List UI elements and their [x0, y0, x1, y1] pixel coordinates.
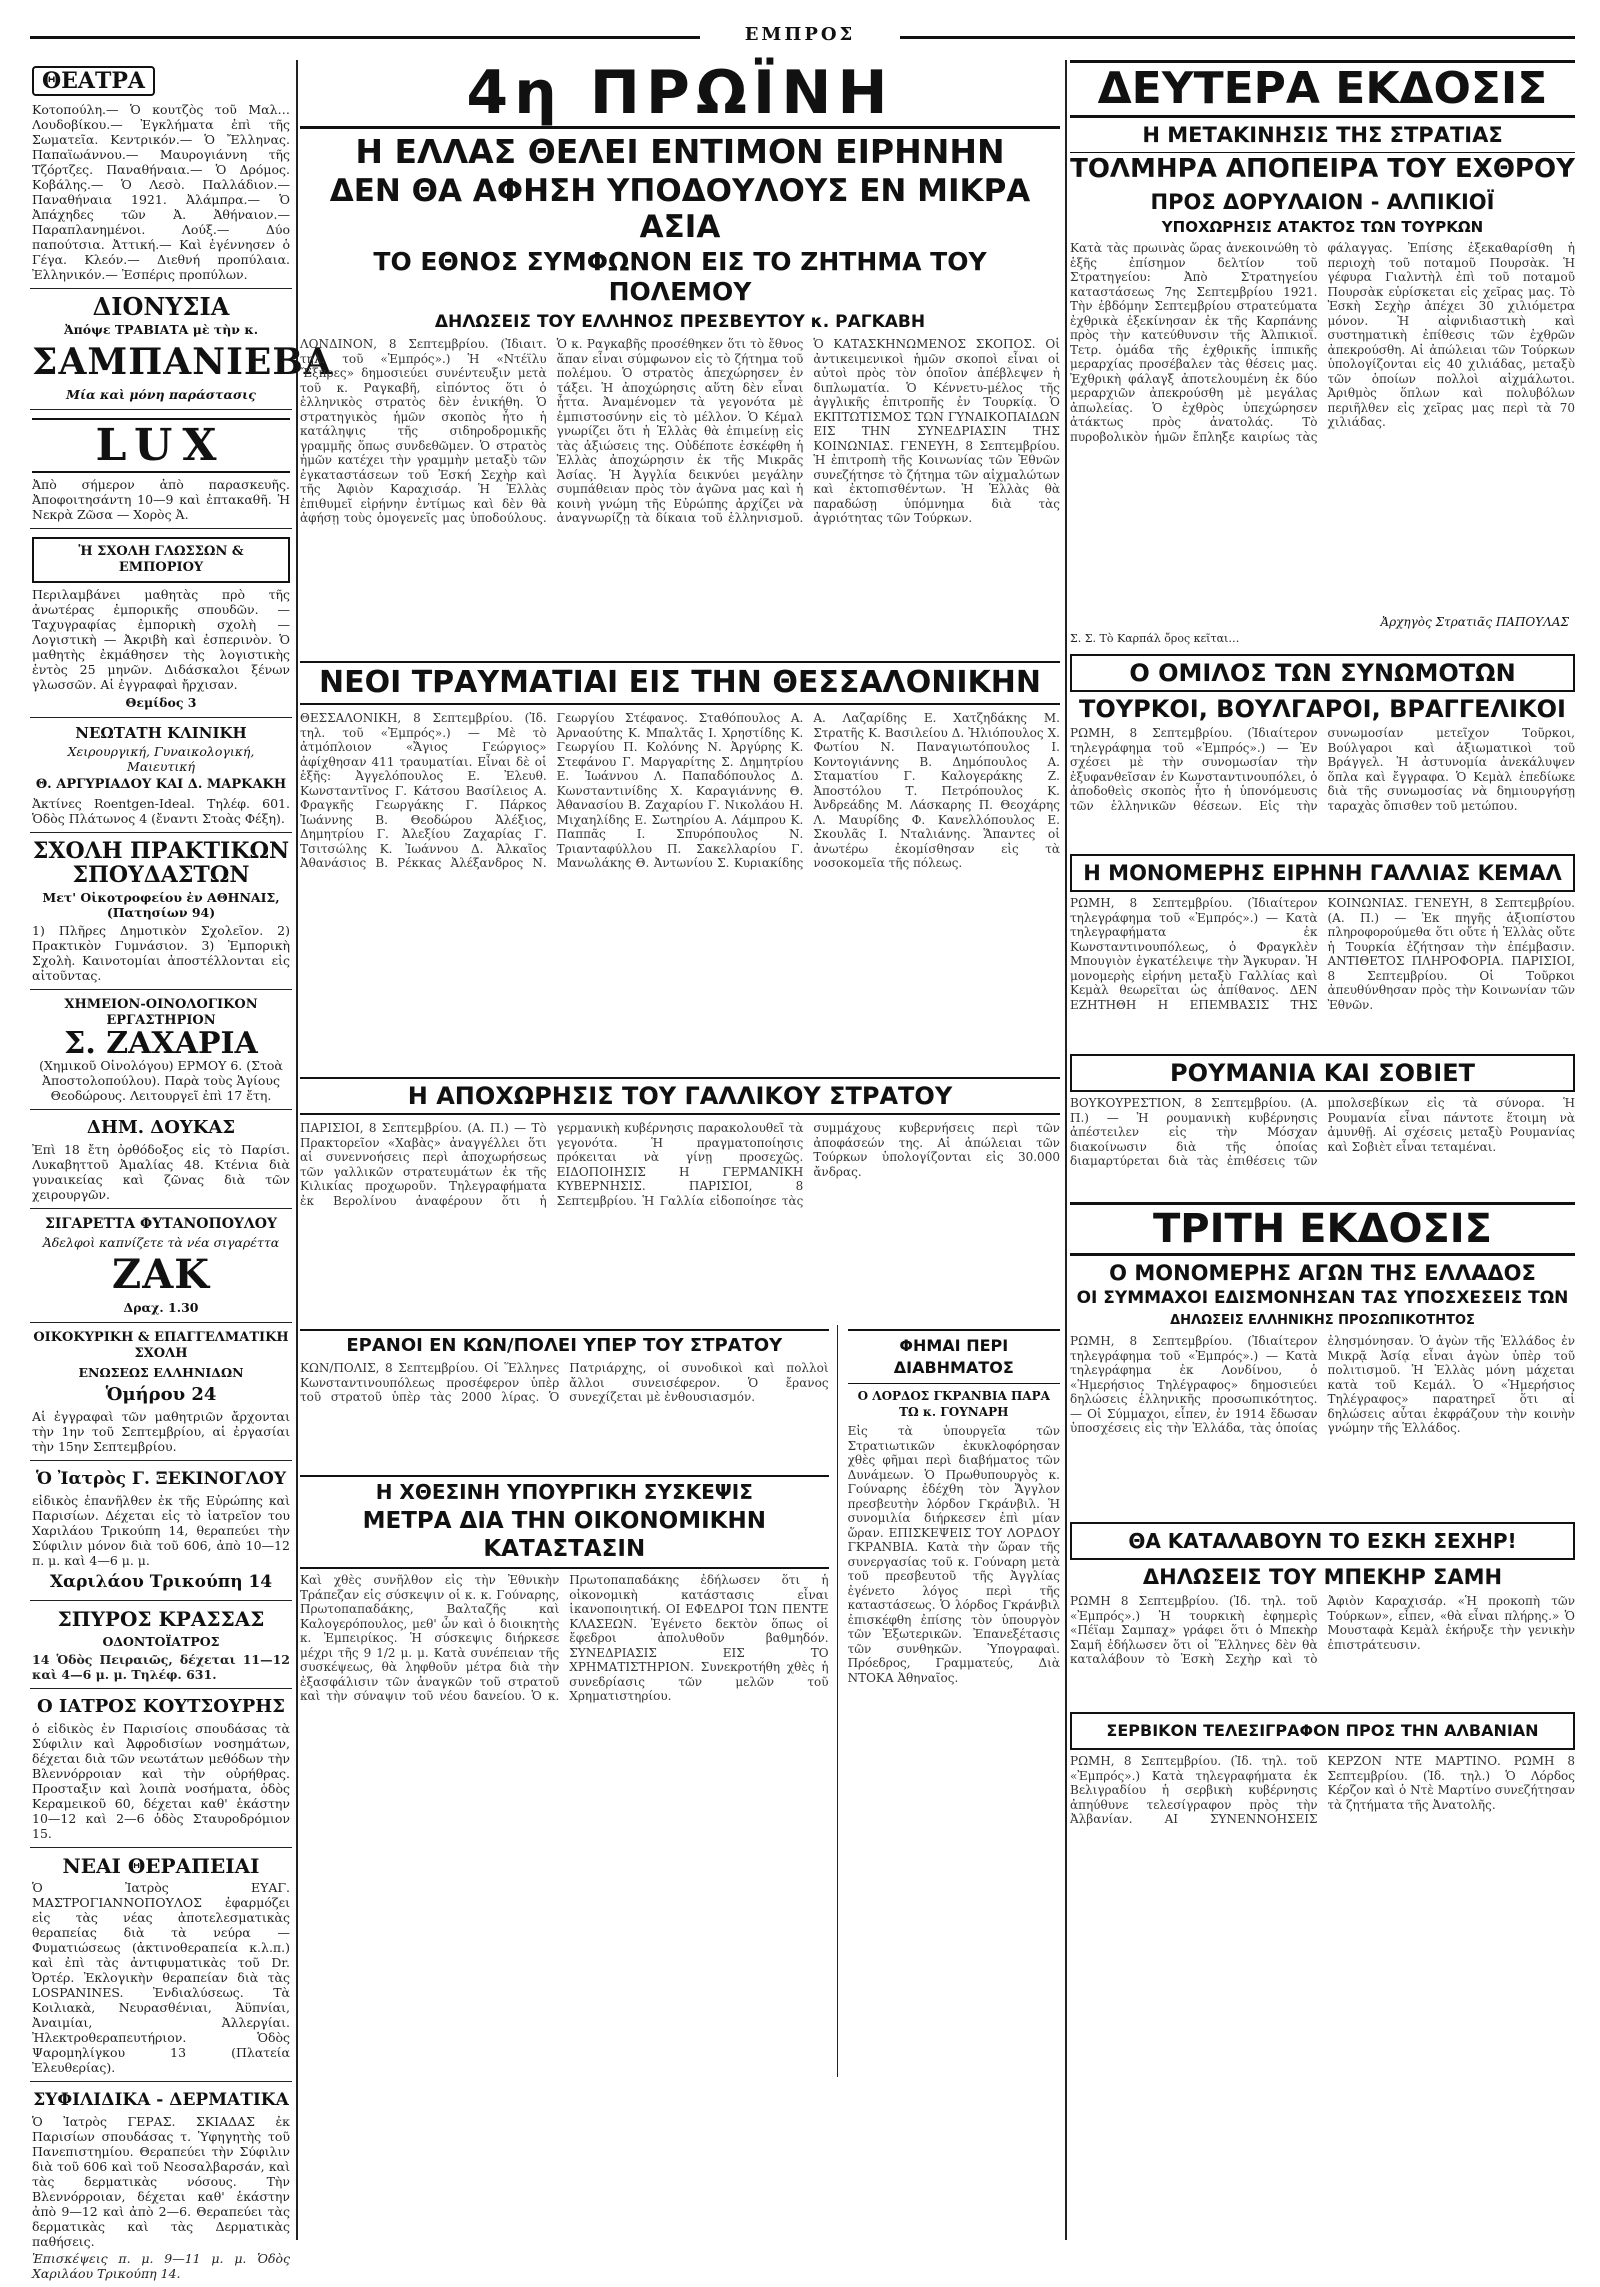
lux-ad: [30, 410, 292, 529]
headline-nation-united: ΤΟ ΕΘΝΟΣ ΣΥΜΦΩΝΟΝ ΕΙΣ ΤΟ ΖΗΤΗΜΑ ΤΟΥ ΠΟΛΕΜΟΥ: [373, 247, 987, 306]
headline-enemy-attempt: ΤΟΛΜΗΡΑ ΑΠΟΠΕΙΡΑ ΤΟΥ ΕΧΘΡΟΥ: [1070, 154, 1575, 184]
lux-title: LUX: [32, 418, 290, 473]
household-school-text: Αἱ ἐγγραφαὶ τῶν μαθητριῶν ἄρχονται τὴν 1ην τοῦ Σεπτεμβρίου, αἱ ἐργασίαι τὴν 15ην Σεπτεμβρίου.: [32, 1409, 290, 1454]
article-ministers: Καὶ χθὲς συνῆλθον εἰς τὴν Ἐθνικὴν Τράπεζαν εἰς σύσκεψιν οἱ κ. κ. Γούναρης, Πρωτοπαπαδάκης, Βαλταζῆς καὶ Καλογερόπουλος, μεθ' ὧν καὶ ὁ διοικητὴς κ. Ἐμπειρίκος. Ἡ σύσκεψις διήρκεσε μέχρι τῆς 9 1/2 μ. μ. Κατὰ συνέπειαν τῆς συσκέψεως, θὰ ληφθοῦν μέτρα διὰ τὴν ἐξασφάλισιν τῶν ἀναγκῶν τοῦ στρατοῦ καὶ τὴν σύναψιν τοῦ νέου δανείου. Ὁ κ. Πρωτοπαπαδάκης ἐδήλωσεν ὅτι ἡ οἰκονομικὴ κατάστασις εἶναι ἱκανοποιητική. ΟΙ ΕΦΕΔΡΟΙ ΤΩΝ ΠΕΝΤΕ ΚΛΑΣΕΩΝ. Ἐγένετο δεκτὸν ὅπως οἱ ἔφεδροι ἀπολυθοῦν βαθμηδόν. ΣΥΝΕΔΡΙΑΣΙΣ ΕΙΣ ΤΟ ΧΡΗΜΑΤΙΣΤΗΡΙΟΝ. Συνεκροτήθη χθὲς ἡ συνεδρίασις τῶν μελῶν τοῦ Χρηματιστηρίου.: [300, 1573, 829, 1703]
second-edition-title: ΔΕΥΤΕΡΑ ΕΚΔΟΣΙΣ: [1070, 60, 1575, 118]
sampanieva-name: ΣΑΜΠΑΝΙΕΒΑ: [32, 341, 333, 383]
headline-french-retreat: Η ΑΠΟΧΩΡΗΣΙΣ ΤΟΥ ΓΑΛΛΙΚΟΥ ΣΤΡΑΤΟΥ: [300, 1077, 1060, 1115]
edition-title: 4η ΠΡΩΪΝΗ: [300, 60, 1060, 129]
household-school-sub: ΕΝΩΣΕΩΣ ΕΛΛΗΝΙΔΩΝ: [78, 1365, 244, 1380]
clinic-doctors: Θ. ΑΡΓΥΡΙΑΔΟΥ ΚΑΙ Δ. ΜΑΡΚΑΚΗ: [35, 777, 287, 792]
doctor-xekinoglou-text: εἰδικὸς ἐπανῆλθεν ἐκ τῆς Εὐρώπης καὶ Παρισίων. Δέχεται εἰς τὸ ἰατρεῖον του Χαριλάου Τρικούπη 14, θεραπεύει τὴν Σύφιλιν μόνον διὰ τοῦ 606, ἀπὸ 10—12 π. μ. καὶ 4—6 μ. μ.: [32, 1493, 290, 1568]
doctor-xekinoglou-address: Χαριλάου Τρικούπη 14: [49, 1572, 273, 1592]
practical-school-text: 1) Πλῆρες Δημοτικὸν Σχολεῖον. 2) Πρακτικὸν Γυμνάσιον. 3) Ἐμπορικὴ Σχολὴ. Καινοτομίαι ἀποστέλλονται εἰς αἰτοῦντας.: [32, 923, 290, 983]
headline-army-movement: Η ΜΕΤΑΚΙΝΗΣΙΣ ΤΗΣ ΣΤΡΑΤΙΑΣ: [1142, 123, 1503, 147]
headline-dorylaion: ΠΡΟΣ ΔΟΡΥΛΑΙΟΝ - ΑΛΠΙΚΙΟΪ: [1150, 190, 1495, 214]
dionysia-sub: Ἀπόψε ΤΡΑΒΙΑΤΑ μὲ τὴν κ.: [63, 322, 259, 337]
theatres-listing: [30, 60, 292, 289]
article-enemy-attempt: Κατὰ τὰς πρωινὰς ὥρας ἀνεκοινώθη τὸ ἑξῆς ἐπίσημον δελτίον τοῦ Στρατηγείου: Ἀπὸ Στρατηγείου καταστάσεως 7ης Σεπτεμβρίου 1921. Τὴν ἑβδόμην Σεπτεμβρίου στρατεύματα ἐχθρικὰ ἐξεκίνησαν ἐκ τῆς Καρπάνης πρὸς τὴν κατεύθυνσιν τῆς Ἀλπικιοΐ. Τετρ. ὁμάδα τῆς ἐχθρικῆς ἱππικῆς μεραρχίας προσέβαλεν τὰς θέσεις μας. Ἐχθρικὴ φάλαγξ ἀποτελουμένη ἐκ δύο μεραρχιῶν ἀπεκρούσθη μὲ μεγάλας ἀπωλείας. Ὁ ἐχθρὸς ὑπεχώρησεν ἀτάκτως πρὸς ἀνατολάς. Τὸ πυροβολικὸν ἡμῶν ἔπληξε καιρίως τὰς φάλαγγας. Ἐπίσης ἐξεκαθαρίσθη ἡ περιοχὴ τοῦ ποταμοῦ Πουρσὰκ. Ἡ γέφυρα Γιαλντὴλ ἐπὶ τοῦ ποταμοῦ Πουρσὰκ εὑρίσκεται εἰς χεῖρας μας. Τὸ Ἐσκὴ Σεχὴρ ἀπέχει 30 χιλιόμετρα μόνον. Ἡ αἰφνιδιαστικὴ καὶ συστηματικὴ ἐπίθεσις τῶν ἐχθρῶν ἀπεκρούσθη. Αἱ ἀπώλειαι τῶν Τούρκων ὑπολογίζονται εἰς 40 χιλιάδας, μεταξὺ τῶν ὁποίων πολλοὶ αἰχμάλωτοι. Ἀριθμὸς ὅπλων καὶ πολυβόλων περιῆλθεν εἰς χεῖρας μας περὶ τὰ 70 χιλιάδας.: [1070, 241, 1575, 444]
dentist-ad: [30, 1601, 292, 1689]
article-conspirators: ΡΩΜΗ, 8 Σεπτεμβρίου. (Ἰδιαίτερον τηλεγράφημα τοῦ «Ἐμπρός».) — Ἐν σχέσει μὲ τὴν συνομωσίαν τὴν ἐξυφανθεῖσαν ἐν Κωνσταντινουπόλει, ὁ ἀποδοθεὶς σκοπὸς ἦτο ἡ ὑπονόμευσις τῶν ἑλληνικῶν θέσεων. Εἰς τὴν συνωμοσίαν μετεῖχον Τοῦρκοι, Βούλγαροι καὶ ἀξιωματικοὶ τοῦ Βράγγελ. Ἡ ἀστυνομία ἀνεκάλυψεν ὅπλα καὶ ἔγγραφα. Ὁ Κεμὰλ ἐπεδίωκε διὰ τῆς συνωμοσίας νὰ δημιουργήσῃ ταραχὰς ὄπισθεν τοῦ μετώπου.: [1070, 726, 1575, 813]
headline-eskishehir: ΘΑ ΚΑΤΑΛΑΒΟΥΝ ΤΟ ΕΣΚΗ ΣΕΧΗΡ!: [1070, 1522, 1575, 1560]
headline-romania-soviet: ΡΟΥΜΑΝΙΑ ΚΑΙ ΣΟΒΙΕΤ: [1070, 1054, 1575, 1092]
center-column-news: [300, 60, 1060, 2240]
headline-donations: ΕΡΑΝΟΙ ΕΝ ΚΩΝ/ΠΟΛΕΙ ΥΠΕΡ ΤΟΥ ΣΤΡΑΤΟΥ: [300, 1329, 829, 1357]
headline-lord-granville: Ο ΛΟΡΔΟΣ ΓΚΡΑΝΒΙΑ ΠΑΡΑ ΤΩ κ. ΓΟΥΝΑΡΗ: [857, 1389, 1050, 1419]
headline-asia-minor: ΔΕΝ ΘΑ ΑΦΗΣΗ ΥΠΟΔΟΥΛΟΥΣ ΕΝ ΜΙΚΡΑ ΑΣΙΑ: [329, 173, 1031, 245]
clinic-ad: [30, 718, 292, 833]
left-column-ads: [30, 60, 333, 2281]
article-serbian-ultimatum: ΡΩΜΗ, 8 Σεπτεμβρίου. (Ἰδ. τηλ. τοῦ «Ἐμπρός».) Κατὰ τηλεγραφήματα ἐκ Βελιγραδίου ἡ σερβικὴ κυβέρνησις ἀπηύθυνε τελεσίγραφον πρὸς τὴν Ἀλβανίαν. ΑΙ ΣΥΝΕΝΝΟΗΣΕΙΣ ΚΕΡΖΟΝ ΝΤΕ ΜΑΡΤΙΝΟ. ΡΩΜΗ 8 Σεπτεμβρίου. (Ἰδ. τηλ.) Ὁ Λόρδος Κέρζον καὶ ὁ Ντὲ Μαρτίνο συνεζήτησαν τὰ ζητήματα τῆς Ἀνατολῆς.: [1070, 1754, 1575, 1826]
sampanieva-sub: Μία καὶ μόνη παράστασις: [66, 387, 256, 402]
new-therapies-title: ΝΕΑΙ ΘΕΡΑΠΕΙΑΙ: [62, 1854, 260, 1878]
dentist-title: ΣΠΥΡΟΣ ΚΡΑΣΣΑΣ: [57, 1607, 265, 1631]
cigarette-ad: [30, 1209, 292, 1323]
practical-school-title: ΣΧΟΛΗ ΠΡΑΚΤΙΚΩΝ ΣΠΟΥΔΑΣΤΩΝ: [32, 838, 290, 888]
new-therapies-ad: [30, 1848, 292, 2082]
article-french-retreat: ΠΑΡΙΣΙΟΙ, 8 Σεπτεμβρίου. (Α. Π.) — Τὸ Πρακτορεῖον «Χαβὰς» ἀναγγέλλει ὅτι αἱ συνεννοήσεις περὶ ἀποχωρήσεως τῶν γαλλικῶν στρατευμάτων ἐκ τῆς Κιλικίας προχωροῦν. Τηλεγραφήματα ἐκ Βερολίνου ἀναφέρουν ὅτι ἡ γερμανικὴ κυβέρνησις παρακολουθεῖ τὰ γεγονότα. Ἡ πραγματοποίησις πρόκειται νὰ γίνῃ προσεχῶς. ΕΙΔΟΠΟΙΗΣΙΣ Η ΓΕΡΜΑΝΙΚΗ ΚΥΒΕΡΝΗΣΙΣ. ΠΑΡΙΣΙΟΙ, 8 Σεπτεμβρίου. Ἡ Γαλλία εἰδοποίησε τὰς συμμάχους κυβερνήσεις περὶ τῶν ἀποφάσεών της. Αἱ ἀπώλειαι τῶν Τούρκων ὑπολογίζονται εἰς 30.000 ἄνδρας.: [300, 1121, 1060, 1208]
headline-allies-promises: ΟΙ ΣΥΜΜΑΧΟΙ ΕΔΙΣΜΟΝΗΣΑΝ ΤΑΣ ΥΠΟΣΧΕΣΕΙΣ ΤΩΝ: [1076, 1288, 1569, 1308]
column-rule-left: [296, 60, 298, 2240]
headline-turkish-retreat: ΥΠΟΧΩΡΗΣΙΣ ΑΤΑΚΤΟΣ ΤΩΝ ΤΟΥΡΚΩΝ: [1161, 218, 1484, 236]
article-greek-struggle: ΡΩΜΗ, 8 Σεπτεμβρίου. (Ἰδιαίτερον τηλεγράφημα τοῦ «Ἐμπρός».) — Κατὰ τηλεγράφημα ἐκ Λονδίνου, ὁ «Ἡμερήσιος Τηλέγραφος» δημοσιεύει δηλώσεις ἑλληνικῆς προσωπικότητος. — Οἱ Σύμμαχοι, εἶπεν, ἐν 1914 ἔδωσαν ὑποσχέσεις εἰς τὴν Ἑλλάδα, τὰς ὁποίας ἐλησμόνησαν. Ὁ ἀγὼν τῆς Ἑλλάδος ἐν Μικρᾷ Ἀσίᾳ εἶναι ἀγὼν ὑπὲρ τοῦ πολιτισμοῦ. Ἡ Ἑλλὰς μόνη μάχεται κατὰ τοῦ Κεμάλ. Ὁ «Ἡμερήσιος Τηλέγραφος» παρατηρεῖ ὅτι αἱ δηλώσεις αὗται ἐκφράζουν τὴν κοινὴν γνώμην τῆς Ἑλλάδος.: [1070, 1334, 1575, 1435]
masthead: ΕΜΠΡΟΣ: [700, 24, 900, 45]
signature-papoulas: Ἀρχηγὸς Στρατιᾶς ΠΑΠΟΥΛΑΣ: [1380, 615, 1569, 629]
practical-school-sub: Μετ' Οἰκοτροφείου ἐν ΑΘΗΝΑΙΣ, (Πατησίων 94): [42, 890, 280, 920]
headline-rumors: ΦΗΜΑΙ ΠΕΡΙ ΔΙΑΒΗΜΑΤΟΣ: [848, 1329, 1060, 1384]
chemistry-lab-ad: [30, 990, 292, 1110]
language-school-address: Θεμίδος 3: [125, 695, 197, 710]
cigarette-price: Δραχ. 1.30: [123, 1300, 199, 1315]
headline-conspirators: Ο ΟΜΙΛΟΣ ΤΩΝ ΣΥΝΩΜΟΤΩΝ: [1070, 654, 1575, 692]
headline-wounded: ΝΕΟΙ ΤΡΑΥΜΑΤΙΑΙ ΕΙΣ ΤΗΝ ΘΕΣΣΑΛΟΝΙΚΗΝ: [300, 661, 1060, 705]
syphilis-title: ΣΥΦΙΛΙΔΙΚΑ - ΔΕΡΜΑΤΙΚΑ: [33, 2090, 289, 2110]
dionysia-title: ΔΙΟΝΥΣΙΑ: [92, 292, 230, 321]
dentist-text: 14 Ὁδὸς Πειραιῶς, δέχεται 11—12 καὶ 4—6 μ. μ. Τηλέφ. 631.: [32, 1652, 290, 1682]
dionysia-ad: [30, 289, 333, 410]
language-school-title: Ἡ ΣΧΟΛΗ ΓΛΩΣΣΩΝ & ΕΜΠΟΡΙΟΥ: [78, 544, 244, 575]
dentist-sub: ΟΔΟΝΤΟΪΑΤΡΟΣ: [102, 1634, 220, 1649]
headline-greek-personality: ΔΗΛΩΣΕΙΣ ΕΛΛΗΝΙΚΗΣ ΠΡΟΣΩΠΙΚΟΤΗΤΟΣ: [1170, 1313, 1475, 1328]
language-school-ad: [30, 529, 292, 718]
doukas-title: ΔΗΜ. ΔΟΥΚΑΣ: [86, 1117, 236, 1138]
lux-text: Ἀπὸ σήμερον ἀπὸ παρασκευῆς. Ἀποφοιτησάντη 10—9 καὶ ἐπτακαθῆ. Ἡ Νεκρὰ Ζῶσα — Χορὸς Ἀ.: [32, 477, 290, 522]
doukas-ad: [30, 1110, 292, 1209]
headline-ambassador: ΔΗΛΩΣΕΙΣ ΤΟΥ ΕΛΛΗΝΟΣ ΠΡΕΣΒΕΥΤΟΥ κ. ΡΑΓΚΑΒΗ: [434, 312, 926, 332]
chemistry-lab-title: ΧΗΜΕΙΟΝ-ΟΙΝΟΛΟΓΙΚΟΝ ΕΡΓΑΣΤΗΡΙΟΝ: [64, 997, 258, 1028]
chemistry-lab-text: (Χημικοῦ Οἰνολόγου) ΕΡΜΟΥ 6. (Στοὰ Ἀποστολοπούλου). Παρὰ τοὺς Ἁγίους Θεοδώρους. Λειτουργεῖ ἐπὶ 17 ἔτη.: [39, 1058, 283, 1103]
koutsouris-ad: [30, 1689, 292, 1848]
cigarette-brand: ΖΑΚ: [112, 1251, 210, 1298]
koutsouris-title: Ο ΙΑΤΡΟΣ ΚΟΥΤΣΟΥΡΗΣ: [36, 1696, 286, 1717]
clinic-text: Ἀκτίνες Roentgen-Ideal. Τηλέφ. 601. Ὁδὸς Πλάτωνος 4 (ἔναντι Στοὰς Φέξη).: [32, 796, 290, 826]
doukas-text: Ἐπὶ 18 ἔτη ὀρθόδοξος εἰς τὸ Παρίσι. Λυκαβηττοῦ Ἀμαλίας 48. Κτένια διὰ γυναικείας καὶ ζῶνας διὰ τῶν χειρουργῶν.: [32, 1142, 290, 1202]
article-ambassador: ΛΟΝΔΙΝΟΝ, 8 Σεπτεμβρίου. (Ἰδιαιτ. τηλ. τοῦ «Ἐμπρός».) Ἡ «Ντέϊλυ Ἔξπρες» δημοσιεύει συνέντευξιν μετὰ τοῦ κ. Ραγκαβῆ, εἰπόντος ὅτι ὁ ἑλληνικὸς στρατὸς δὲν ἐνικήθη. Ὁ στρατηγικὸς ἡμῶν σκοπὸς ἦτο ἡ κατάληψις τῆς σιδηροδρομικῆς γραμμῆς ὅπως συνδεθῶμεν. Ὁ στρατὸς ἡμῶν κατέχει τὴν γραμμὴν μεταξὺ τῶν ἐγκαταστάσεων τοῦ Ἐσκή Σεχὴρ καὶ τῆς Ἀφιὸν Καραχισάρ. Ἡ Ἑλλὰς ἐπιθυμεῖ εἰρήνην ἐντίμως καὶ δὲν θὰ ἀφήσῃ τοὺς ὁμογενεῖς μας ὑποδούλους. Ὁ κ. Ραγκαβῆς προσέθηκεν ὅτι τὸ ἔθνος ἅπαν εἶναι σύμφωνον εἰς τὸ ζήτημα τοῦ πολέμου. Ὁ στρατὸς ἀπεχώρησεν ἐν τάξει. Ἡ ἀποχώρησις αὕτη δὲν εἶναι ἧττα. Ἀναμένομεν τὰ γεγονότα μὲ ἐμπιστοσύνην εἰς τὸ μέλλον. Ὁ Κέμαλ γνωρίζει ὅτι ἡ Ἑλλὰς θὰ ἐπιμείνῃ εἰς τὰς ἀξιώσεις της. Οὐδέποτε ἐσκέφθη ἡ Ἑλλὰς ἀποχώρησιν ἐκ τῆς Μικρᾶς Ἀσίας. Ἡ Ἀγγλία δεικνύει μεγάλην συμπάθειαν πρὸς τὸν ἀγῶνα μας καὶ ἡ κοινὴ γνώμη τῆς Εὐρώπης ἀρχίζει νὰ ἀναγνωρίζῃ τὰ δίκαια τοῦ ἑλληνισμοῦ. Ὁ ΚΑΤΑΣΚΗΝΩΜΕΝΟΣ ΣΚΟΠΟΣ. Οἱ ἀντικειμενικοὶ ἡμῶν σκοποὶ εἶναι οἱ αὐτοὶ πρὸς τὸν ὁποῖον ἀπέβλεψεν ἡ διπλωματία. Ὁ Κέννετυ-μέλος τῆς ἀγγλικῆς ἐπιτροπῆς ἐν Τουρκίᾳ. Ὁ ΕΚΠΤΩΤΙΣΜΟΣ ΤΩΝ ΓΥΝΑΙΚΟΠΑΙΔΩΝ ΕΙΣ ΤΗΝ ΣΥΝΕΔΡΙΑΣΙΝ ΤΗΣ ΚΟΙΝΩΝΙΑΣ. ΓΕΝΕΥΗ, 8 Σεπτεμβρίου. Ἡ ἐπιτροπὴ τῆς Κοινωνίας τῶν Ἐθνῶν συνεζήτησε τὸ ζήτημα τῶν αἰχμαλώτων καὶ ἐκτοπισθέντων. Ἡ Ἑλλὰς θὰ παραδώσῃ ὑπόμνημα διὰ τὰς ἀγριότητας τῶν Τούρκων.: [300, 337, 1060, 525]
article-kemal-peace: ΡΩΜΗ, 8 Σεπτεμβρίου. (Ἰδιαίτερον τηλεγράφημα τοῦ «Ἐμπρός».) — Κατὰ τηλεγραφήματα ἐκ Κωνσταντινουπόλεως, ὁ Φραγκλὲν Μπουγιὸν ἐγκατέλειψε τὴν Ἄγκυραν. Ἡ μονομερὴς εἰρήνη μεταξὺ Γαλλίας καὶ Κεμὰλ θεωρεῖται ὡς ἀπίθανος. ΔΕΝ ΕΖΗΤΗΘΗ Η ΕΠΕΜΒΑΣΙΣ ΤΗΣ ΚΟΙΝΩΝΙΑΣ. ΓΕΝΕΥΗ, 8 Σεπτεμβρίου. (Α. Π.) — Ἐκ πηγῆς ἀξιοπίστου πληροφορούμεθα ὅτι οὔτε ἡ Ἑλλὰς οὔτε ἡ Τουρκία ἐζήτησαν τὴν ἐπέμβασιν. ΑΝΤΙΘΕΤΟΣ ΠΛΗΡΟΦΟΡΙΑ. ΠΑΡΙΣΙΟΙ, 8 Σεπτεμβρίου. Οἱ Τοῦρκοι ἀπευθύνθησαν πρὸς τὴν Κοινωνίαν τῶν Ἐθνῶν.: [1070, 896, 1575, 1012]
household-school-ad: [30, 1323, 292, 1461]
doctor-xekinoglou-ad: [30, 1461, 292, 1601]
article-romania-soviet: ΒΟΥΚΟΥΡΕΣΤΙΟΝ, 8 Σεπτεμβρίου. (Α. Π.) — Ἡ ρουμανικὴ κυβέρνησις ἀπέστειλεν εἰς τὴν Μόσχαν διακοίνωσιν διὰ τῆς ὁποίας διαμαρτύρεται διὰ τὰς ἐπιθέσεις τῶν μπολσεβίκων εἰς τὰ σύνορα. Ἡ Ρουμανία εἶναι πάντοτε ἕτοιμη νὰ ἀμυνθῇ. Αἱ σχέσεις μεταξὺ Ρουμανίας καὶ Σοβιὲτ εἶναι τεταμέναι.: [1070, 1096, 1575, 1168]
headline-kemal-peace: Η ΜΟΝΟΜΕΡΗΣ ΕΙΡΗΝΗ ΓΑΛΛΙΑΣ ΚΕΜΑΛ: [1070, 854, 1575, 892]
headline-bekir-sami: ΔΗΛΩΣΕΙΣ ΤΟΥ ΜΠΕΚΗΡ ΣΑΜΗ: [1142, 1565, 1503, 1589]
koutsouris-text: ὁ εἰδικὸς ἐν Παρισίοις σπουδάσας τὰ Σύφιλιν καὶ Ἀφροδισίων νοσημάτων, δέχεται διὰ τῶν νεωτάτων μεθόδων τὴν Βλεννόρροιαν καὶ τὴν οὐρήθρας. Προσταξιν καὶ λοιπὰ νοσήματα, ὁδὸς Κεραμεικοῦ 60, δέχεται καθ' ἑκάστην 10—12 καὶ 2—6 ὁδὸς Σταυροδρόμιον 15.: [32, 1721, 290, 1841]
cigarette-sub: Ἀδελφοὶ καπνίζετε τὰ νέα σιγαρέττα: [42, 1235, 280, 1250]
headline-ministers: Η ΧΘΕΣΙΝΗ ΥΠΟΥΡΓΙΚΗ ΣΥΣΚΕΨΙΣ: [300, 1475, 829, 1503]
headline-economic-measures: ΜΕΤΡΑ ΔΙΑ ΤΗΝ ΟΙΚΟΝΟΜΙΚΗΝ ΚΑΤΑΣΤΑΣΙΝ: [300, 1507, 829, 1569]
household-school-address: Ὁμήρου 24: [105, 1384, 217, 1405]
headline-serbian-ultimatum: ΣΕΡΒΙΚΟΝ ΤΕΛΕΣΙΓΡΑΦΟΝ ΠΡΟΣ ΤΗΝ ΑΛΒΑΝΙΑΝ: [1070, 1712, 1575, 1750]
syphilis-ad: [30, 2082, 292, 2287]
article-wounded: ΘΕΣΣΑΛΟΝΙΚΗ, 8 Σεπτεμβρίου. (Ἰδ. τηλ. τοῦ «Ἐμπρός».) — Μὲ τὸ ἀτμόπλοιον «Ἄγιος Γεώργιος» ἀφίχθησαν 411 τραυματίαι. Εἶναι δὲ οἱ ἑξῆς: Ἀγγελόπουλος Ε. Ἐλευθ. Κωνσταντῖνος Γ. Κάτσου Βασίλειος Α. Φραγκῆς Γεωργάκης Γ. Πάρκος Ἰωάννης Β. Θεοδώρου Ἀλέξιος, Δημητρίου Γ. Ἀλεξίου Ζαχαρίας Γ. Τσιτσώλης Κ. Ἰωάννου Δ. Ἀλκαῖος Ἀθανάσιος Β. Ρέκκας Ἀλέξανδρος Ν. Γεωργίου Στέφανος. Σταθόπουλος Α. Ἀρναούτης Κ. Μπαλτᾶς Ι. Χρηστίδης Κ. Γεωργίου Π. Κολόνης Ν. Ἀργύρης Κ. Στεφάνου Γ. Μαργαρίτης Σ. Δημητρίου Ε. Ἰωάννου Λ. Παπαδόπουλος Δ. Κωνσταντινίδης Χ. Καραγιάννης Θ. Ἀθανασίου Β. Ζαχαρίου Γ. Νικολάου Η. Μιχαηλίδης Ε. Σωτηρίου Α. Λάμπρου Κ. Παππᾶς Ι. Σπυρόπουλος Ν. Τριανταφύλλου Π. Σακελλαρίου Γ. Μανωλάκης Θ. Ἀντωνίου Σ. Κυριακίδης Α. Λαζαρίδης Ε. Χατζηδάκης Μ. Στρατῆς Κ. Βασιλείου Δ. Ἠλιόπουλος Χ. Φωτίου Ν. Παναγιωτόπουλος Ι. Κοντογιάννης Β. Δημόπουλος Α. Σταματίου Γ. Καλογεράκης Ζ. Ἀποστόλου Τ. Πετρόπουλος Κ. Ἀνδρεάδης Μ. Λάσκαρης Π. Θεοχάρης Λ. Μαυρίδης Φ. Κανελλόπουλος Ε. Σκουλᾶς Ι. Νταλιάνης. Ἅπαντες οἱ ἀνωτέρω ἐκομίσθησαν εἰς τὰ νοσοκομεῖα τῆς πόλεως.: [300, 711, 1060, 870]
article-donations: ΚΩΝ/ΠΟΛΙΣ, 8 Σεπτεμβρίου. Οἱ Ἕλληνες Κωνσταντινουπόλεως προσέφερον ὑπὲρ τοῦ στρατοῦ ὑπὲρ τὰς 2000 λίρας. Ὁ Πατριάρχης, οἱ συνοδικοὶ καὶ πολλοὶ ἄλλοι συνεισέφερον. Ὁ ἔρανος συνεχίζεται μὲ ἐνθουσιασμόν.: [300, 1361, 829, 1404]
headline-greece-peace: Η ΕΛΛΑΣ ΘΕΛΕΙ ΕΝΤΙΜΟΝ ΕΙΡΗΝΗΝ: [355, 132, 1005, 171]
clinic-title: ΝΕΩΤΑΤΗ ΚΛΙΝΙΚΗ: [75, 724, 247, 742]
language-school-text: Περιλαμβάνει μαθητὰς πρὸ τῆς ἀνωτέρας ἐμπορικῆς σπουδῶν. — Ταχυγραφίας ἐμπορικὴ σχολὴ — Λογιστικὴ — Ἀκριβὴ καὶ ἐσπερινὸν. Ὁ μαθητὴς ἐκμάθησεν τὴς λογιστικὴς ἐντὸς 25 μηνῶν. Διδάσκαλοι ξένων γλωσσῶν. Αἱ ἐγγραφαὶ ἤρχισαν.: [32, 587, 290, 692]
theatres-text: Κοτοπούλη.— Ὁ κουτζὸς τοῦ Μαλ… Λουδοβίκου.— Ἐγκλήματα ἐπὶ τῆς Σωματεῖα. Κεντρικόν.— Ὁ Ἔλληνας. Παπαϊωάννου.— Μαυρογιάννη τῆς Τζόρτζες. Παναθήναια.— Ὁ Δρόμος. Κοβάλης.— Ὁ Λεσὸ. Παλλάδιον.— Παναθήναια 1921. Ἀλάμπρα.— Ὁ Ἀπάχηδες τῶν Ἀ. Ἀθήναιον.— Παραπλανημένοι. Λούξ.— Δύο παπούτσια. Ἀττική.— Καὶ ἐγέννησεν ὁ Γέγα. Κλεόν.— Διεθνή προπύλαια. Ἐλληνικόν.— Ἐσπέρις προπύλων.: [32, 102, 290, 282]
doctor-xekinoglou-title: Ὁ Ἰατρὸς Γ. ΞΕΚΙΝΟΓΛΟΥ: [35, 1469, 287, 1489]
third-edition-title: ΤΡΙΤΗ ΕΚΔΟΣΙΣ: [1070, 1202, 1575, 1256]
household-school-title: ΟΙΚΟΚΥΡΙΚΗ & ΕΠΑΓΓΕΛΜΑΤΙΚΗ ΣΧΟΛΗ: [33, 1330, 289, 1361]
postscript-karpal: Σ. Σ. Τὸ Καρπάλ ὄρος κεῖται…: [1070, 632, 1240, 645]
syphilis-text: Ὁ Ἰατρὸς ΓΕΡΑΣ. ΣΚΙΑΔΑΣ ἐκ Παρισίων σπουδάσας τ. Ὑφηγητὴς τοῦ Πανεπιστημίου. Θεραπεύει τὴν Σύφιλιν διὰ τοῦ 606 καὶ τοῦ Νεοσαλβαρσάν, καὶ τὰς δερματικὰς νόσους. Τὴν Βλεννόρροιαν, δέχεται καθ' ἑκάστην ἀπὸ 9—12 καὶ ἀπὸ 2—6. Θεραπεύει τὰς δερματικὰς καὶ τὰς Δερματικὰς παθήσεις.: [32, 2114, 290, 2249]
chemistry-lab-name: Σ. ΖΑΧΑΡΙΑ: [64, 1026, 258, 1061]
lower-center-right: [848, 1325, 1060, 2077]
headline-greek-struggle: Ο ΜΟΝΟΜΕΡΗΣ ΑΓΩΝ ΤΗΣ ΕΛΛΑΔΟΣ: [1109, 1261, 1536, 1285]
new-therapies-text: Ὁ Ἰατρὸς ΕΥΑΓ. ΜΑΣΤΡΟΓΙΑΝΝΟΠΟΥΛΟΣ ἐφαρμόζει εἰς τὰς νέας ἀποτελεσματικὰς θεραπείας διὰ τὰ νεύρα — Φυματιώσεως (ἀκτινοθεραπεία κ.λ.π.) καὶ ἐπὶ τὰς ἀντιφυματικὰς τοῦ Dr. Ὀρτέρ. Ἐκλογικὴν θεραπείαν διὰ τὰς LOSPANINES. Ἐνδιαλύσεως. Τὰ Κοιλιακὰ, Νευρασθένιαι, Ἀϋπνίαι, Ἀναιμίαι, Ἀλλεργίαι. Ἠλεκτροθεραπευτήριον. Ὁδὸς Ψαρομηλίγκου 13 (Πλατεία Ἐλευθερίας).: [32, 1880, 290, 2075]
headline-turks-bulgars: ΤΟΥΡΚΟΙ, ΒΟΥΛΓΑΡΟΙ, ΒΡΑΓΓΕΛΙΚΟΙ: [1079, 695, 1566, 723]
article-rumors: Εἰς τὰ ὑπουργεῖα τῶν Στρατιωτικῶν ἐκυκλοφόρησαν χθὲς φῆμαι περὶ διαβήματος τῶν Δυνάμεων. Ὁ Πρωθυπουργὸς κ. Γούναρης ἐδέχθη τὸν Ἄγγλον πρεσβευτὴν λόρδον Γκράνβιλ. Ἡ συνομιλία διήρκεσεν ἐπὶ μίαν ὥραν. ΕΠΙΣΚΕΨΕΙΣ ΤΟΥ ΛΟΡΔΟΥ ΓΚΡΑΝΒΙΑ. Κατὰ τὴν ὥραν τῆς συνεργασίας τοῦ κ. Γούναρη μετὰ τοῦ πρεσβευτοῦ τῆς Ἀγγλίας ἐγένετο λόγος περὶ τῆς καταστάσεως. Ὁ λόρδος Γκράνβιλ ἐπισκέφθη ἐπίσης τὸν ὑπουργὸν τῶν Ἐξωτερικῶν. Ἐπανεξέτασις τῶν συνθηκῶν. Ὑπογραφαὶ. Πρόεδρος, Γραμματεύς, Διὰ ΝΤΟΚΑ Ἀθηναῖος.: [847, 1424, 1060, 1685]
syphilis-hours: Ἐπισκέψεις π. μ. 9—11 μ. μ. Ὁδὸς Χαριλάου Τρικούπη 14.: [32, 2251, 290, 2281]
lower-center-section: [300, 1325, 1060, 2077]
lower-center-left: [300, 1325, 838, 2077]
right-column-news: [1070, 60, 1575, 2240]
clinic-sub: Χειρουργική, Γυναικολογική, Μαιευτική: [67, 744, 255, 774]
article-bekir-sami: ΡΩΜΗ 8 Σεπτεμβρίου. (Ἰδ. τηλ. τοῦ «Ἐμπρός».) Ἡ τουρκικὴ ἐφημερὶς «Πέϊαμ Σαμπαχ» γράφει ὅτι ὁ Μπεκὴρ Σαμῆ ἐδήλωσεν ὅτι οἱ Ἕλληνες δὲν θὰ καταλάβουν τὸ Ἐσκὴ Σεχὴρ καὶ τὸ Ἀφιὸν Καραχισάρ. «Ἡ προκοπὴ τῶν Τούρκων», εἶπεν, «θὰ εἶναι πλήρης.» Ὁ Μουσταφὰ Κεμὰλ ἐκήρυξε τὴν γενικὴν ἐπιστράτευσιν.: [1070, 1594, 1575, 1666]
practical-school-ad: [30, 833, 292, 990]
column-rule-right: [1065, 60, 1067, 2240]
cigarette-title: ΣΙΓΑΡΕΤΤΑ ΦΥΤΑΝΟΠΟΥΛΟΥ: [45, 1216, 277, 1232]
theatres-title: ΘΕΑΤΡΑ: [32, 66, 155, 96]
